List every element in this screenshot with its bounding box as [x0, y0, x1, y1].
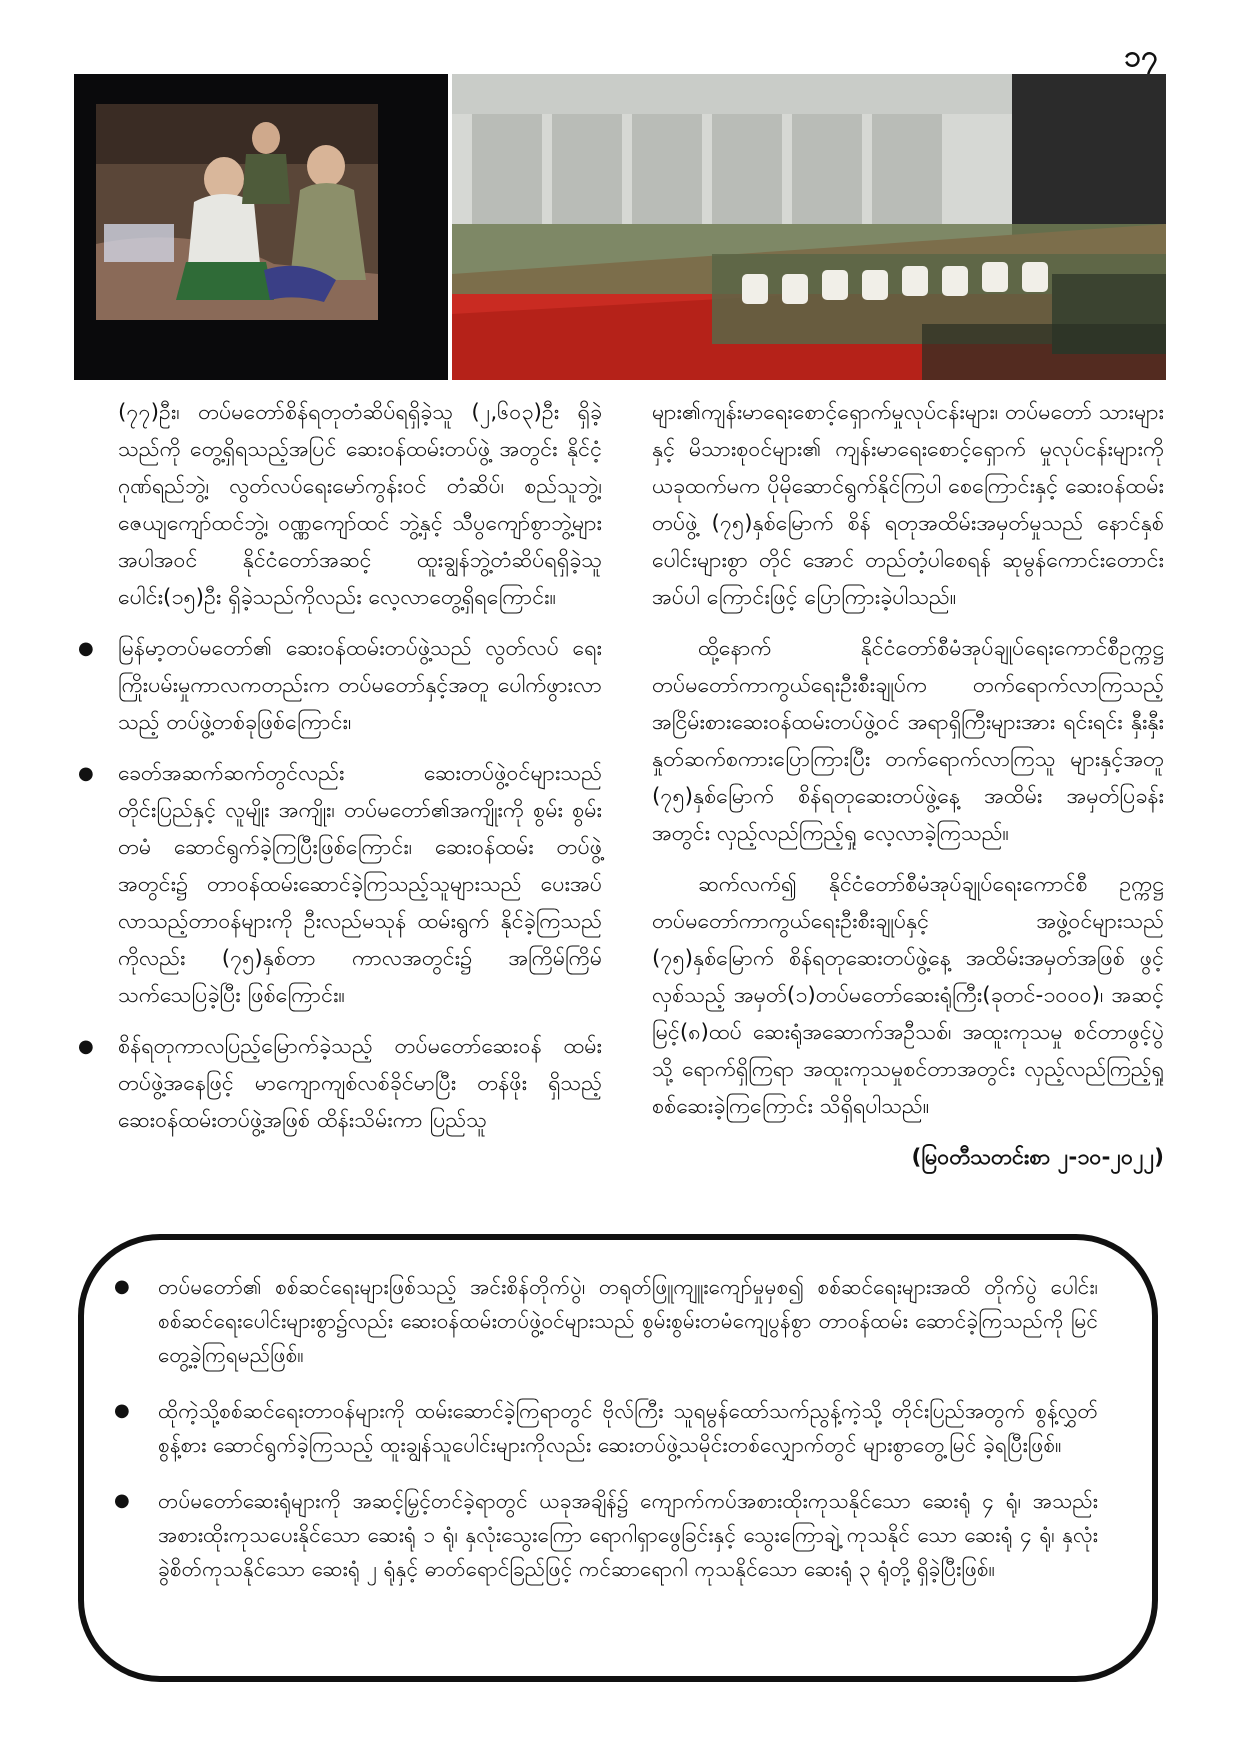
page-number: ၁၇ [1124, 39, 1158, 74]
highlight-box [78, 1234, 1158, 1682]
left-intro-paragraph: (၇၇)ဦး၊ တပ်မတော်စိန်ရတုတံဆိပ်ရရှိခဲ့သူ (၂,၆၀၃)ဦး ရှိခဲ့သည်ကို တွေ့ရှိရသည့်အပြင် ဆေးဝန်ထမ်းတပ်ဖွဲ့ အတွင်း နိုင်ငံ့ဂုဏ်ရည်ဘွဲ့၊ လွတ်လပ်ရေးမော်ကွန်းဝင် တံဆိပ်၊ စည်သူဘွဲ့၊ ဇေယျကျော်ထင်ဘွဲ့၊ ဝဏ္ဏကျော်ထင် ဘွဲ့နှင့် သီပွကျော်စွာဘွဲ့များ အပါအဝင် နိုင်ငံတော်အဆင့် ထူးချွန်ဘွဲ့တံဆိပ်ရရှိခဲ့သူပေါင်း(၁၅)ဦး ရှိခဲ့သည်ကိုလည်း လေ့လာတွေ့ရှိရကြောင်း။ [118, 400, 602, 610]
auditorium-audience-photo-icon [452, 74, 1166, 380]
right-column [652, 394, 1164, 1176]
left-bullet-list [118, 630, 602, 1139]
list-item: ● ထိုကဲ့သို့စစ်ဆင်ရေးတာဝန်များကို ထမ်းဆောင်ခဲ့ကြရာတွင် ဗိုလ်ကြီး သူရမွန်ထော်သက်ညွန့်ကဲ့သို့ တိုင်းပြည်အတွက် စွန့်လွှတ်စွန့်စား ဆောင်ရွက်ခဲ့ကြသည့် ထူးချွန်သူပေါင်းများကိုလည်း ဆေးတပ်ဖွဲ့သမိုင်းတစ်လျှောက်တွင် များစွာတွေ့မြင် ခဲ့ရပြီးဖြစ်။ [158, 1394, 1098, 1462]
list-item: ● တပ်မတော်၏ စစ်ဆင်ရေးများဖြစ်သည့် အင်းစိန်တိုက်ပွဲ၊ တရုတ်ဖြူကျူးကျော်မှုမှစ၍ စစ်ဆင်ရေးများအထိ တိုက်ပွဲ ပေါင်း၊ စစ်ဆင်ရေးပေါင်းများစွာ၌လည်း ဆေးဝန်ထမ်းတပ်ဖွဲ့ဝင်များသည် စွမ်းစွမ်းတမံကျေပွန်စွာ တာဝန်ထမ်း ဆောင်ခဲ့ကြသည်ကို မြင်တွေ့ခဲ့ကြရမည်ဖြစ်။ [158, 1270, 1098, 1372]
highlight-box-list [158, 1270, 1098, 1608]
source-citation: (မြဝတီသတင်းစာ ၂-၁၀-၂၀၂၂) [911, 1145, 1164, 1170]
list-item: ● မြန်မာ့တပ်မတော်၏ ဆေးဝန်ထမ်းတပ်ဖွဲ့သည် လွတ်လပ် ရေးကြိုးပမ်းမှုကာလကတည်းက တပ်မတော်နှင့်အတူ ပေါက်ဖွားလာသည့် တပ်ဖွဲ့တစ်ခုဖြစ်ကြောင်း၊ [118, 630, 602, 741]
list-item: ● စိန်ရတုကာလပြည့်မြောက်ခဲ့သည့် တပ်မတော်ဆေးဝန် ထမ်းတပ်ဖွဲ့အနေဖြင့် မာကျောကျစ်လစ်ခိုင်မာပြီး တန်ဖိုး ရှိသည့် ဆေးဝန်ထမ်းတပ်ဖွဲ့အဖြစ် ထိန်းသိမ်းကာ ပြည်သူ [118, 1028, 602, 1139]
photo-strip [74, 74, 1166, 380]
right-paragraph-3: ဆက်လက်၍ နိုင်ငံတော်စီမံအုပ်ချုပ်ရေးကောင်စီ ဥက္ကဋ္ဌ တပ်မတော်ကာကွယ်ရေးဦးစီးချုပ်နှင့် အဖွဲ့ဝင်များသည် (၇၅)နှစ်မြောက် စိန်ရတုဆေးတပ်ဖွဲ့နေ့ အထိမ်းအမှတ်အဖြစ် ဖွင့်လှစ်သည့် အမှတ်(၁)တပ်မတော်ဆေးရုံကြီး(ခုတင်-၁၀၀၀)၊ အဆင့်မြင့်(၈)ထပ် ဆေးရုံအဆောက်အဦသစ်၊ အထူးကုသမှု စင်တာဖွင့်ပွဲသို့ ရောက်ရှိကြရာ အထူးကုသမှုစင်တာအတွင်း လှည့်လည်ကြည့်ရှုစစ်ဆေးခဲ့ကြကြောင်း သိရှိရပါသည်။ [652, 872, 1164, 1119]
auditorium-audience-photo [452, 74, 1166, 380]
list-item: ● တပ်မတော်ဆေးရုံများကို အဆင့်မြှင့်တင်ခဲ့ရာတွင် ယခုအချိန်၌ ကျောက်ကပ်အစားထိုးကုသနိုင်သော ဆေးရုံ ၄ ရုံ၊ အသည်းအစားထိုးကုသပေးနိုင်သော ဆေးရုံ ၁ ရုံ၊ နှလုံးသွေးကြော ရောဂါရှာဖွေခြင်းနှင့် သွေးကြောချဲ့ ကုသနိုင် သော ဆေးရုံ ၄ ရုံ၊ နှလုံးခွဲစိတ်ကုသနိုင်သော ဆေးရုံ ၂ ရုံနှင့် ဓာတ်ရောင်ခြည်ဖြင့် ကင်ဆာရောဂါ ကုသနိုင်သော ဆေးရုံ ၃ ရုံတို့ ရှိခဲ့ပြီးဖြစ်။ [158, 1484, 1098, 1586]
list-item: ● ခေတ်အဆက်ဆက်တွင်လည်း ဆေးတပ်ဖွဲ့ဝင်များသည် တိုင်းပြည်နှင့် လူမျိုး အကျိုး၊ တပ်မတော်၏အကျိုးကို စွမ်း စွမ်းတမံ ဆောင်ရွက်ခဲ့ကြပြီးဖြစ်ကြောင်း၊ ဆေးဝန်ထမ်း တပ်ဖွဲ့အတွင်း၌ တာဝန်ထမ်းဆောင်ခဲ့ကြသည့်သူများသည် ပေးအပ်လာသည့်တာဝန်များကို ဦးလည်မသုန် ထမ်းရွက် နိုင်ခဲ့ကြသည်ကိုလည်း (၇၅)နှစ်တာ ကာလအတွင်း၌ အကြိမ်ကြိမ် သက်သေပြခဲ့ပြီး ဖြစ်ကြောင်း။ [118, 755, 602, 1014]
screen-photo-medical-staff [74, 74, 448, 380]
right-continuation-paragraph: များ၏ကျန်းမာရေးစောင့်ရှောက်မှုလုပ်ငန်းများ၊ တပ်မတော် သားများနှင့် မိသားစုဝင်များ၏ ကျန်းမာရေးစောင့်ရှောက် မှုလုပ်ငန်းများကို ယခုထက်မက ပိုမိုဆောင်ရွက်နိုင်ကြပါ စေကြောင်းနှင့် ဆေးဝန်ထမ်းတပ်ဖွဲ့ (၇၅)နှစ်မြောက် စိန် ရတုအထိမ်းအမှတ်မှုသည် နောင်နှစ်ပေါင်းများစွာ တိုင် အောင် တည်တံ့ပါစေရန် ဆုမွန်ကောင်းတောင်းအပ်ပါ ကြောင်းဖြင့် ပြောကြားခဲ့ပါသည်။ [652, 400, 1164, 610]
screen-photo-medical-staff-icon [74, 74, 448, 380]
left-column [118, 394, 602, 1153]
right-paragraph-2: ထို့နောက် နိုင်ငံတော်စီမံအုပ်ချုပ်ရေးကောင်စီဥက္ကဋ္ဌ တပ်မတော်ကာကွယ်ရေးဦးစီးချုပ်က တက်ရောက်လာကြသည့် အငြိမ်းစားဆေးဝန်ထမ်းတပ်ဖွဲ့ဝင် အရာရှိကြီးများအား ရင်းရင်း နှီးနှီး နှုတ်ဆက်စကားပြောကြားပြီး တက်ရောက်လာကြသူ များနှင့်အတူ (၇၅)နှစ်မြောက် စိန်ရတုဆေးတပ်ဖွဲ့နေ့ အထိမ်း အမှတ်ပြခန်းအတွင်း လှည့်လည်ကြည့်ရှု လေ့လာခဲ့ကြသည်။ [652, 636, 1164, 846]
